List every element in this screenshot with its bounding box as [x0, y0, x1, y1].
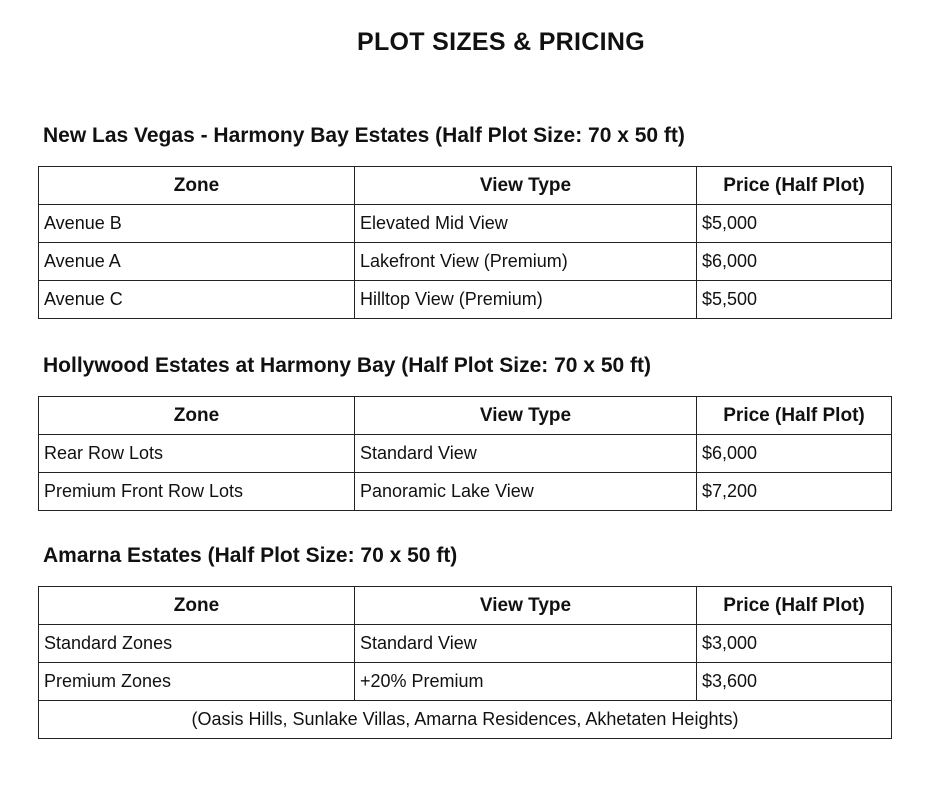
zone-cell: Premium Front Row Lots: [39, 473, 355, 511]
zone-cell: Rear Row Lots: [39, 435, 355, 473]
column-header-zone: Zone: [39, 397, 355, 435]
table-note: (Oasis Hills, Sunlake Villas, Amarna Residences, Akhetaten Heights): [39, 701, 892, 739]
pricing-table-amarna-estates: [38, 586, 892, 739]
table-row: [39, 281, 892, 319]
view-type-cell: +20% Premium: [355, 663, 697, 701]
table-row: [39, 625, 892, 663]
view-type-cell: Hilltop View (Premium): [355, 281, 697, 319]
table-row: [39, 663, 892, 701]
column-header-price: Price (Half Plot): [697, 167, 892, 205]
table-row: [39, 243, 892, 281]
view-type-cell: Standard View: [355, 625, 697, 663]
view-type-cell: Elevated Mid View: [355, 205, 697, 243]
view-type-cell: Lakefront View (Premium): [355, 243, 697, 281]
pricing-table-harmony-bay: [38, 166, 892, 319]
pricing-table-hollywood-estates: [38, 396, 892, 511]
page-title: PLOT SIZES & PRICING: [357, 28, 645, 56]
price-cell: $3,000: [697, 625, 892, 663]
zone-cell: Avenue B: [39, 205, 355, 243]
section-heading-amarna-estates: Amarna Estates (Half Plot Size: 70 x 50 ft): [43, 544, 458, 567]
zone-cell: Avenue C: [39, 281, 355, 319]
table-note-row: [39, 701, 892, 739]
table-header-row: [39, 167, 892, 205]
zone-cell: Avenue A: [39, 243, 355, 281]
table-row: [39, 205, 892, 243]
table-row: [39, 435, 892, 473]
price-cell: $7,200: [697, 473, 892, 511]
section-heading-hollywood-estates: Hollywood Estates at Harmony Bay (Half Plot Size: 70 x 50 ft): [43, 354, 651, 377]
column-header-price: Price (Half Plot): [697, 587, 892, 625]
price-cell: $6,000: [697, 243, 892, 281]
table-header-row: [39, 587, 892, 625]
price-cell: $3,600: [697, 663, 892, 701]
table-row: [39, 473, 892, 511]
view-type-cell: Panoramic Lake View: [355, 473, 697, 511]
price-cell: $6,000: [697, 435, 892, 473]
zone-cell: Standard Zones: [39, 625, 355, 663]
column-header-view-type: View Type: [355, 167, 697, 205]
column-header-view-type: View Type: [355, 397, 697, 435]
price-cell: $5,000: [697, 205, 892, 243]
price-cell: $5,500: [697, 281, 892, 319]
section-heading-harmony-bay: New Las Vegas - Harmony Bay Estates (Half Plot Size: 70 x 50 ft): [43, 124, 685, 147]
table-header-row: [39, 397, 892, 435]
column-header-price: Price (Half Plot): [697, 397, 892, 435]
view-type-cell: Standard View: [355, 435, 697, 473]
column-header-zone: Zone: [39, 167, 355, 205]
zone-cell: Premium Zones: [39, 663, 355, 701]
column-header-zone: Zone: [39, 587, 355, 625]
column-header-view-type: View Type: [355, 587, 697, 625]
